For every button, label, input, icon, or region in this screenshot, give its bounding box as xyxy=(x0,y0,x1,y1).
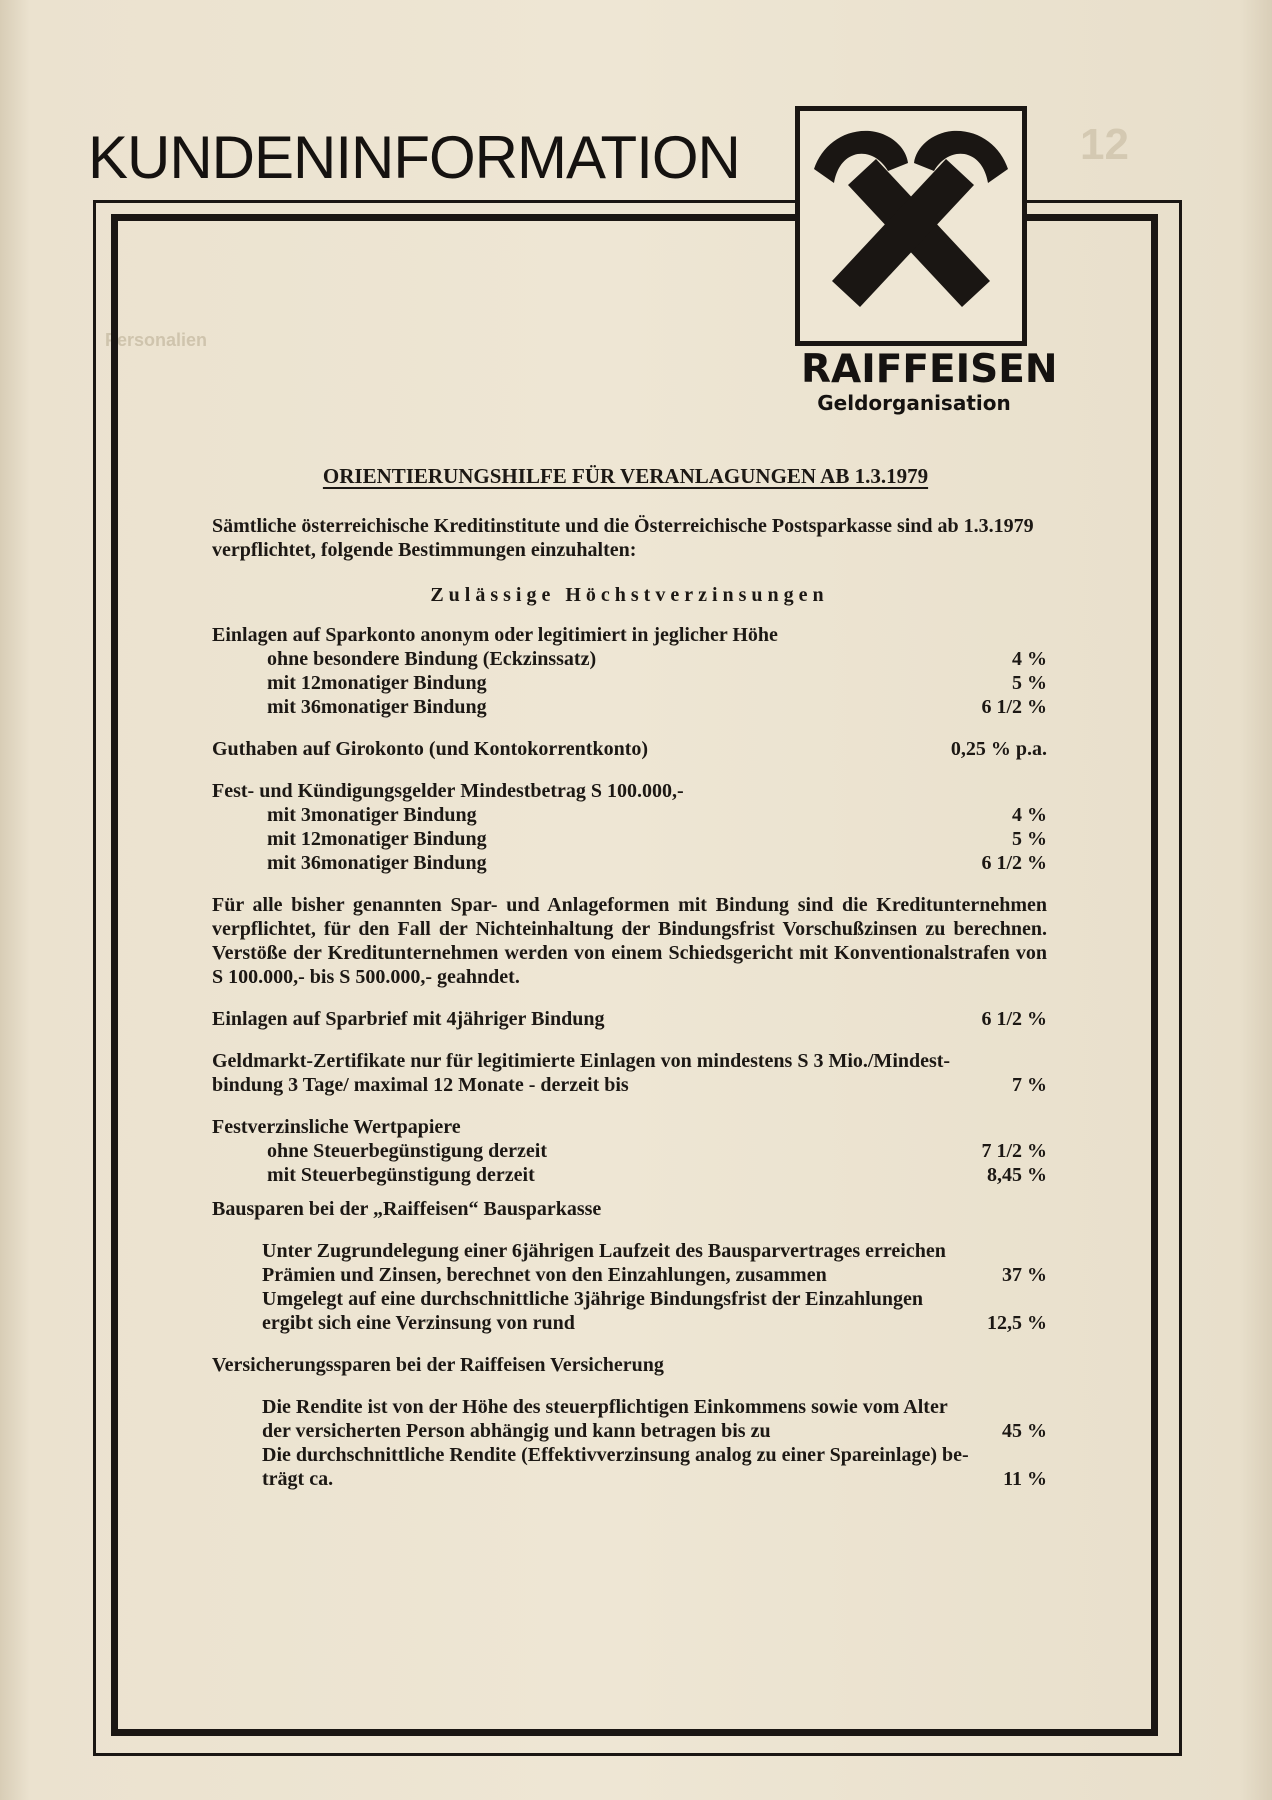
rate-value: 6 1/2 % xyxy=(981,696,1047,718)
rate-value: 8,45 % xyxy=(987,1164,1047,1186)
festgelder-title-bold: Fest- und Kündigungsgelder xyxy=(212,780,456,802)
rate-row xyxy=(267,851,1047,875)
rate-row xyxy=(267,803,1047,827)
bausparen-line1: Unter Zugrundelegung einer 6jährigen Laufzeit des Bausparvertrages erreichen xyxy=(262,1240,946,1262)
crossed-gables-icon xyxy=(814,123,1008,329)
festgelder-rate-list xyxy=(212,803,1047,875)
rate-row xyxy=(267,647,1047,671)
sparbrief-label xyxy=(212,1007,604,1031)
logo-brand-name: RAIFFEISEN xyxy=(801,347,1058,392)
versicherung-line3: Die durchschnittliche Rendite (Effektivverzinsung analog zu einer Spareinlage) be- xyxy=(262,1444,969,1466)
bausparen-row2 xyxy=(262,1311,1047,1335)
versicherung-row2 xyxy=(262,1467,1047,1491)
bausparen-value1: 37 % xyxy=(1002,1264,1047,1286)
wertpapiere-title: Festverzinsliche Wertpapiere xyxy=(212,1116,461,1138)
wertpapiere-rate-list xyxy=(212,1139,1047,1187)
rate-row xyxy=(267,671,1047,695)
sparkonto-title: Einlagen auf Sparkonto anonym oder legitimiert in jeglicher Höhe xyxy=(212,624,778,646)
rate-value: 4 % xyxy=(1012,648,1047,670)
rate-label: ohne Steuerbegünstigung derzeit xyxy=(267,1140,547,1162)
geldmarkt-line2: bindung 3 Tage/ maximal 12 Monate - derzeit bis xyxy=(212,1074,629,1096)
rate-value: 5 % xyxy=(1012,672,1047,694)
rate-value: 4 % xyxy=(1012,804,1047,826)
versicherung-value2: 11 % xyxy=(1003,1468,1047,1490)
versicherung-value1: 45 % xyxy=(1002,1420,1047,1442)
logo-subtitle: Geldorganisation xyxy=(817,391,1011,415)
rate-value: 7 1/2 % xyxy=(981,1140,1047,1162)
versicherung-row1 xyxy=(262,1419,1047,1443)
girokonto-label: Guthaben auf Girokonto (und Kontokorrentkonto) xyxy=(212,738,649,760)
geldmarkt-line1 xyxy=(212,1049,1047,1073)
rate-label: mit 36monatiger Bindung xyxy=(267,852,487,874)
bausparen-line3: Umgelegt auf eine durchschnittliche 3jährige Bindungsfrist der Einzahlungen xyxy=(262,1288,923,1310)
girokonto-row xyxy=(212,737,1047,761)
bleed-through-page-number: 12 xyxy=(1080,120,1129,169)
girokonto-value: 0,25 % p.a. xyxy=(950,738,1047,760)
rate-label: mit 12monatiger Bindung xyxy=(267,672,487,694)
bausparen-value2: 12,5 % xyxy=(987,1312,1047,1334)
festgelder-title-rest: Mindestbetrag S 100.000,- xyxy=(460,780,684,802)
rate-row xyxy=(267,827,1047,851)
bausparen-row1 xyxy=(262,1263,1047,1287)
page-title: KUNDENINFORMATION xyxy=(88,124,740,191)
sparbrief-label-rest: mit 4jähriger Bindung xyxy=(412,1008,605,1030)
geldmarkt-title: Geldmarkt-Zertifikate xyxy=(212,1050,406,1072)
rate-label: ohne besondere Bindung (Eckzinssatz) xyxy=(267,648,597,670)
sparbrief-label-bold: Einlagen auf Sparbrief xyxy=(212,1008,408,1030)
rate-label: mit 36monatiger Bindung xyxy=(267,696,487,718)
versicherung-title: Versicherungssparen bei der Raiffeisen Versicherung xyxy=(212,1354,664,1376)
document-body xyxy=(212,464,1047,1491)
bausparen-block xyxy=(212,1239,1047,1335)
versicherung-line2: der versicherten Person abhängig und kann betragen bis zu xyxy=(262,1420,771,1442)
sparbrief-row xyxy=(212,1007,1047,1031)
intro-paragraph: Sämtliche österreichische Kreditinstitute und die Österreichische Postsparkasse sind ab 1.3.1979 verpflichtet, folgende Bestimmungen einzuhalten: xyxy=(212,515,1034,561)
versicherung-line4: trägt ca. xyxy=(262,1468,334,1490)
bausparen-title: Bausparen bei der „Raiffeisen“ Bausparkasse xyxy=(212,1198,602,1220)
geldmarkt-text: nur für legitimierte Einlagen von mindestens S 3 Mio./Mindest- xyxy=(410,1050,951,1072)
sparkonto-rate-list xyxy=(212,647,1047,719)
section-subheading: Zulässige Höchstverzinsungen xyxy=(430,584,829,606)
rate-value: 5 % xyxy=(1012,828,1047,850)
geldmarkt-row xyxy=(212,1073,1047,1097)
rate-label: mit Steuerbegünstigung derzeit xyxy=(267,1164,535,1186)
rate-row xyxy=(267,1139,1047,1163)
bleed-through-side-text: Personalien xyxy=(105,330,208,350)
geldmarkt-value: 7 % xyxy=(1012,1074,1047,1096)
rate-row xyxy=(267,695,1047,719)
rate-label: mit 12monatiger Bindung xyxy=(267,828,487,850)
rate-row xyxy=(267,1163,1047,1187)
bausparen-line4: ergibt sich eine Verzinsung von rund xyxy=(262,1312,575,1334)
festgelder-title xyxy=(212,779,1047,803)
rate-label: mit 3monatiger Bindung xyxy=(267,804,477,826)
sparbrief-value: 6 1/2 % xyxy=(981,1008,1047,1030)
bausparen-line2: Prämien und Zinsen, berechnet von den Einzahlungen, zusammen xyxy=(262,1264,827,1286)
versicherung-line1: Die Rendite ist von der Höhe des steuerpflichtigen Einkommens sowie vom Alter xyxy=(262,1396,948,1418)
penalty-notice: Für alle bisher genannten Spar- und Anlageformen mit Bindung sind die Kreditunternehmen verpflichtet, für den Fall der Nichteinhaltung der Bindungsfrist Vorschußzinsen zu berechnen. Verstöße der Kreditunternehmen werden von einem Schiedsgericht mit Konventionalstrafen von S 100.000,- bis S 500.000,- geahndet. xyxy=(212,894,1047,988)
raiffeisen-logo xyxy=(795,106,1027,346)
rate-value: 6 1/2 % xyxy=(981,852,1047,874)
versicherung-block xyxy=(212,1395,1047,1491)
document-heading: ORIENTIERUNGSHILFE FÜR VERANLAGUNGEN AB 1.3.1979 xyxy=(322,464,929,488)
